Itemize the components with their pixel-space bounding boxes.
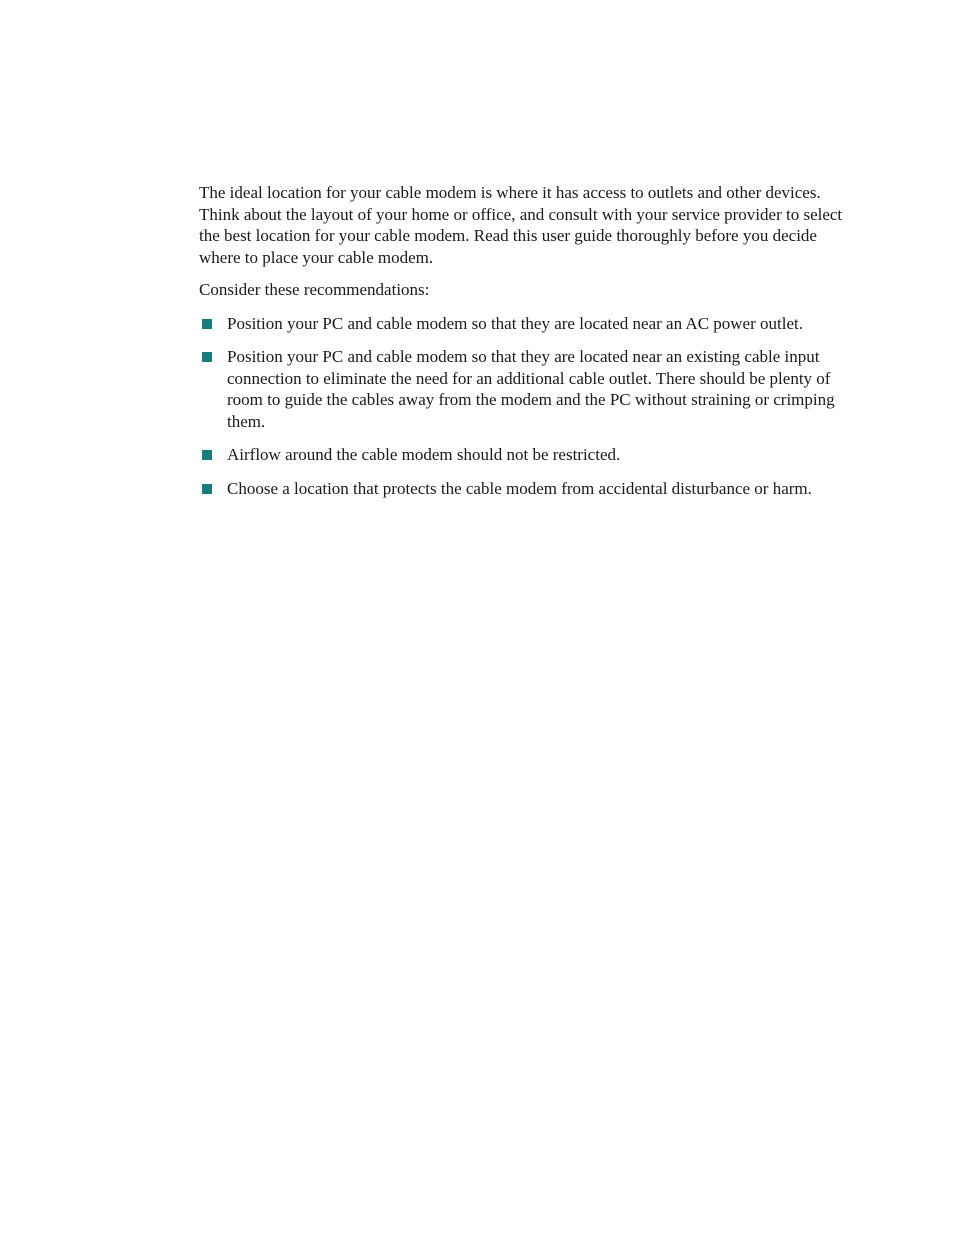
square-bullet-icon (202, 352, 212, 362)
list-item (199, 313, 849, 335)
square-bullet-icon (202, 450, 212, 460)
list-item-text: Choose a location that protects the cable modem from accidental disturbance or harm. (227, 478, 812, 498)
document-body (199, 182, 849, 511)
recommendations-list (199, 313, 849, 500)
intro-paragraph: The ideal location for your cable modem is where it has access to outlets and other devices. Think about the layout of your home or office, and consult with your service provider to select the best location for your cable modem. Read this user guide thoroughly before you decide where to place your cable modem. (199, 183, 843, 267)
list-item (199, 444, 849, 466)
list-item-text: Airflow around the cable modem should not be restricted. (227, 445, 621, 464)
list-item (199, 478, 849, 500)
list-item-text: Position your PC and cable modem so that they are located near an existing cable input connection to eliminate the need for an additional cable outlet. There should be plenty of room to guide the cables away from the modem and the PC without straining or crimping them. (227, 347, 835, 431)
list-item-text: Position your PC and cable modem so that they are located near an AC power outlet. (227, 313, 803, 333)
recommendations-lead: Consider these recommendations: (199, 280, 430, 299)
square-bullet-icon (202, 319, 212, 329)
list-item (199, 346, 849, 432)
square-bullet-icon (202, 484, 212, 494)
